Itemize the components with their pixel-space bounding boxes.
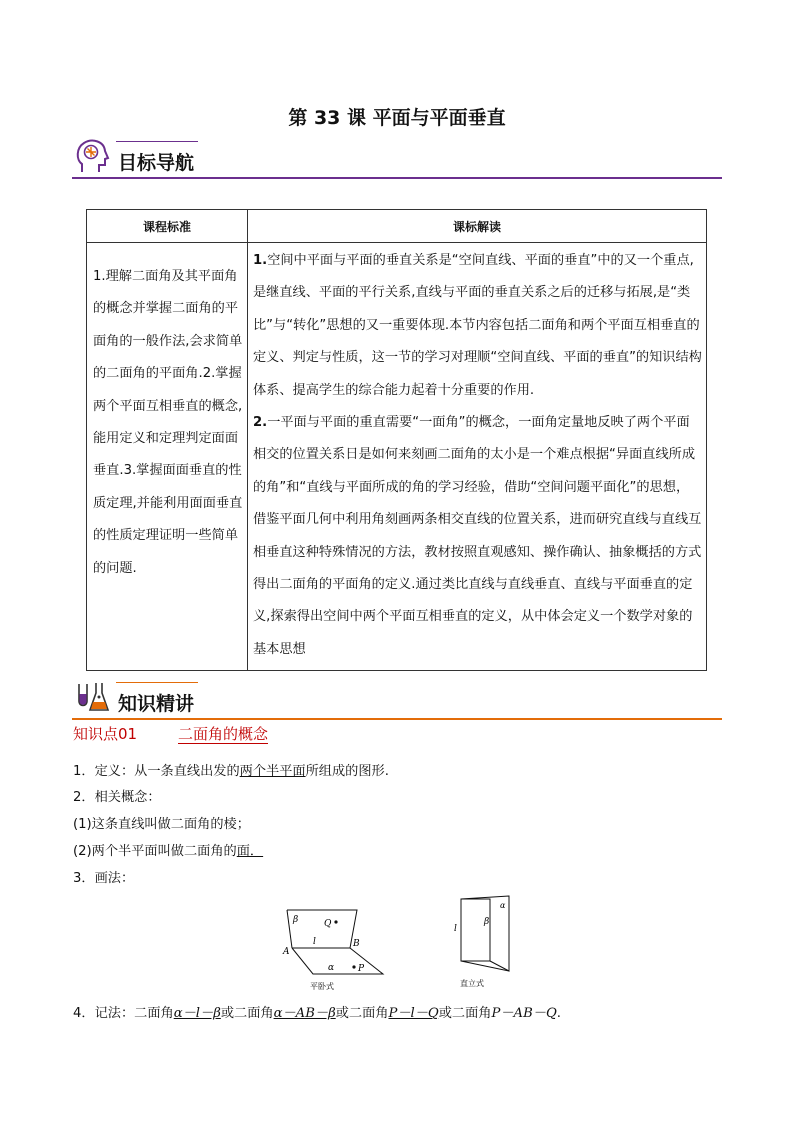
notation-term: P－AB－Q: [491, 1006, 557, 1021]
interpretation-paragraph: [253, 407, 702, 666]
section-label: 目标导航: [118, 152, 195, 174]
standards-table: [86, 209, 707, 671]
label-q: Q: [324, 919, 332, 929]
paragraph-text: 空间中平面与平面的垂直关系是“空间直线、平面的垂直”中的又一个重点,是继直线、平面的平行关系,直线与平面的垂直关系之后的迁移与拓展,是“类比”与“转化”思想的又一重要体现.本节内容包括二面角和两个平面互相垂直的定义、判定与性质，这一节的学习对理顺“空间直线、平面的垂直”的知识结构体系、提高学生的综合能力起着十分重要的作用.: [253, 253, 702, 398]
section-label: 知识精讲: [118, 693, 195, 715]
knowledge-point-title: [73, 723, 268, 744]
header-divider: [72, 177, 722, 179]
label-alpha: α: [500, 901, 506, 910]
notation-term: P－l－Q: [388, 1006, 439, 1021]
page-title: 第 33 课 平面与平面垂直: [288, 107, 506, 129]
text-segment: 或二面角: [335, 1006, 389, 1021]
flask-icon: [72, 677, 112, 717]
notation-term: α－AB－β: [273, 1006, 336, 1021]
label-beta: β: [293, 915, 299, 925]
text-segment: (2)两个半平面叫做二面角的: [73, 844, 237, 859]
definition-line: [73, 760, 389, 779]
table-header: 课标解读: [248, 210, 707, 243]
plane-beta-edge: [287, 910, 292, 948]
related-concepts-line: 2．相关概念：: [73, 790, 161, 805]
dihedral-edge-line: [461, 961, 509, 971]
concept-edge-line: (1)这条直线叫做二面角的棱；: [73, 817, 250, 832]
header-accent-line: [116, 141, 198, 142]
plane-beta-outline: [461, 899, 490, 961]
underlined-term: 面．: [236, 844, 264, 859]
text-segment: 或二面角: [220, 1006, 274, 1021]
section-header-goals: [72, 136, 722, 182]
figure-flat-dihedral: [280, 900, 390, 992]
figure-caption: 直立式: [460, 979, 484, 988]
concept-face-line: [73, 840, 263, 859]
text-segment: 或二面角: [438, 1006, 492, 1021]
label-alpha: α: [328, 963, 335, 973]
label-a: A: [283, 947, 290, 957]
text-segment: 4．记法：二面角: [73, 1006, 174, 1021]
knowledge-point-name: 二面角的概念: [178, 725, 269, 743]
point-p: [352, 965, 355, 968]
text-segment: 1．定义：从一条直线出发的: [73, 764, 240, 779]
notation-term: α－l－β: [173, 1006, 221, 1021]
section-header-knowledge: [72, 677, 722, 723]
label-l: l: [313, 937, 316, 947]
figure-upright-dihedral: [450, 893, 520, 991]
table-cell-standards: 1.理解二面角及其平面角的概念并掌握二面角的平面角的一般作法,会求简单的二面角的平面角.2.掌握两个平面互相垂直的概念,能用定义和定理判定面面垂直.3.掌握面面垂直的性质定理,并能利用面面垂直的性质定理证明一些简单的问题.: [87, 243, 248, 671]
label-p: P: [358, 964, 365, 974]
knowledge-point-number: 知识点01: [73, 725, 138, 743]
text-segment: .: [556, 1006, 561, 1021]
paragraph-number: 1.: [253, 253, 268, 268]
drawing-method-line: 3．画法：: [73, 871, 135, 886]
plane-alpha-outline: [292, 948, 383, 974]
label-b: B: [353, 939, 360, 949]
figure-caption: 平卧式: [310, 982, 334, 991]
point-q: [334, 920, 337, 923]
label-l: l: [454, 924, 457, 934]
head-brain-icon: [72, 136, 112, 176]
label-beta: β: [484, 917, 490, 927]
text-segment: 所组成的图形.: [305, 764, 389, 779]
paragraph-number: 2.: [253, 415, 268, 431]
header-divider: [72, 718, 722, 720]
interpretation-paragraph: [253, 245, 702, 407]
underlined-term: 两个半平面: [239, 764, 306, 779]
paragraph-text: 一平面与平面的重直需要“一面角”的概念，一面角定量地反映了两个平面相交的位置关系日是如何来刻画二面角的太小是一个难点根据“异面直线所成的角”和“直线与平面所成的角的学习经验，借助“空间问题平面化”的思想，借鉴平面几何中利用角刻画两条相交直线的位置关系，进而研究直线与直线互相垂直这种特殊情况的方法，教材按照直观感知、操作确认、抽象概括的方式得出二面角的平面角的定义.通过类比直线与直线垂直、直线与平面垂直的定义,探索得出空间中两个平面互相垂直的定义，从中体会定义一个数学对象的基本思想: [253, 415, 702, 657]
table-header: 课程标准: [87, 210, 248, 243]
notation-line: [73, 1002, 561, 1021]
header-accent-line: [116, 682, 198, 683]
table-cell-interpretation: [248, 243, 707, 671]
